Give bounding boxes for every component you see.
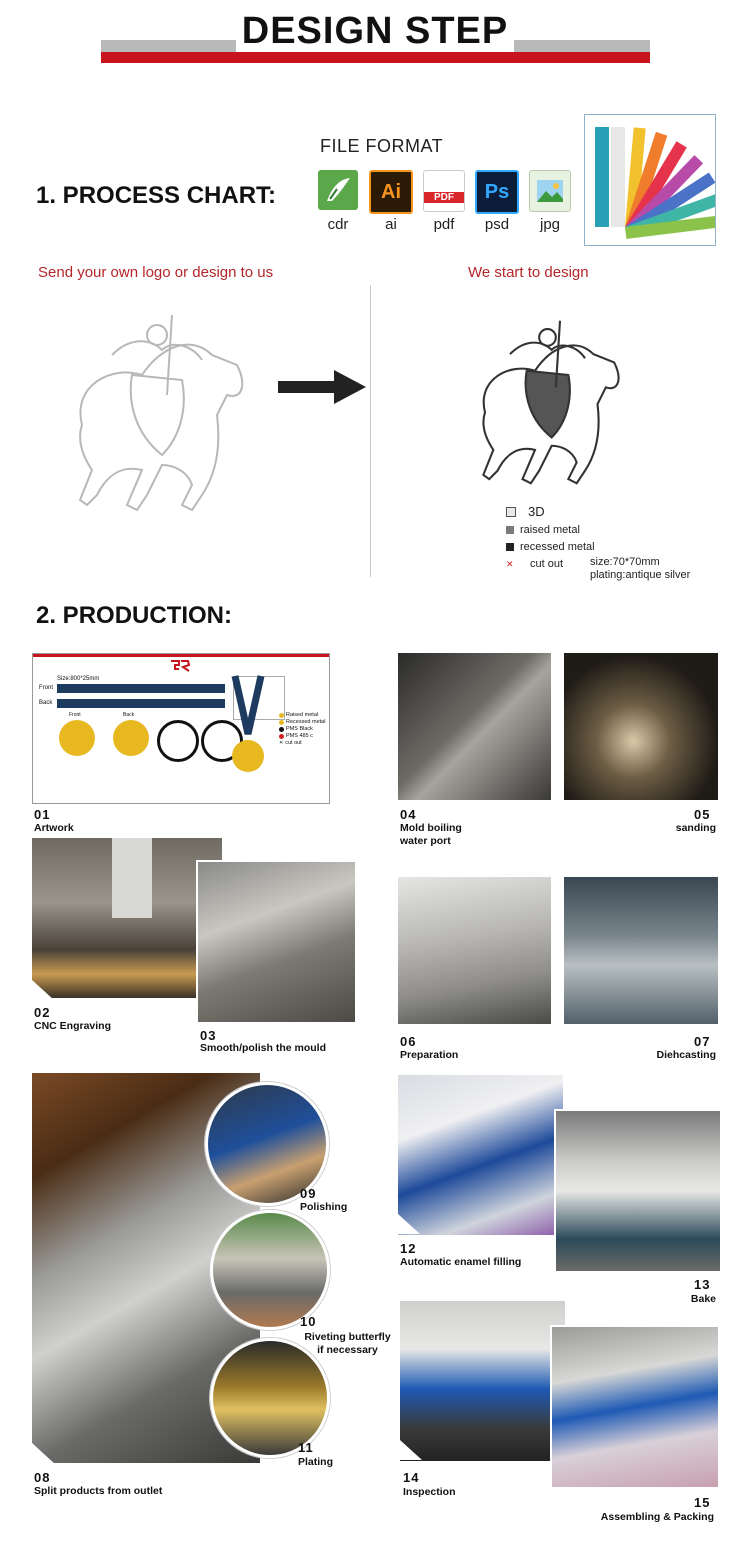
legend-label: PMS 485 c bbox=[286, 733, 313, 739]
format-label: pdf bbox=[433, 216, 455, 233]
step-label: Mold boiling water port bbox=[400, 822, 462, 847]
legend-row bbox=[506, 558, 595, 570]
ribbon-back bbox=[57, 699, 225, 708]
legend-swatch bbox=[279, 720, 284, 725]
step-number: 09 bbox=[300, 1186, 317, 1201]
artwork-top-bar bbox=[33, 654, 329, 657]
artwork-size-label: Size:800*25mm bbox=[57, 676, 100, 682]
step-label: Polishing bbox=[300, 1201, 348, 1213]
artwork-legend-row bbox=[279, 726, 325, 732]
step-number: 02 bbox=[34, 1005, 51, 1020]
ribbon-front bbox=[57, 684, 225, 693]
arrow-right-icon bbox=[278, 370, 366, 409]
photo-corner-cut bbox=[400, 1440, 422, 1460]
file-format-labels bbox=[313, 216, 575, 233]
medal-ribbon-drawing bbox=[231, 674, 265, 774]
legend-label: Raised metal bbox=[286, 712, 319, 718]
artwork-legend-row bbox=[279, 740, 325, 746]
step-number: 08 bbox=[34, 1470, 51, 1485]
step-number: 10 bbox=[300, 1314, 317, 1329]
photoshop-icon: Ps bbox=[475, 170, 519, 214]
legend-swatch bbox=[279, 727, 284, 732]
photo-corner-cut bbox=[32, 980, 54, 1000]
legend-label: cut out bbox=[285, 740, 302, 746]
legend-swatch bbox=[506, 543, 514, 551]
design-specs bbox=[590, 556, 690, 582]
pantone-swatch-image bbox=[584, 114, 716, 246]
pdf-icon bbox=[423, 170, 465, 212]
jpg-image-icon bbox=[529, 170, 571, 212]
medal-gold-front bbox=[59, 720, 95, 756]
format-label: cdr bbox=[327, 216, 349, 233]
diecasting-photo bbox=[564, 877, 718, 1024]
step-number: 07 bbox=[694, 1034, 711, 1049]
medal-front-label: Front bbox=[69, 712, 81, 718]
mold-boiling-photo bbox=[398, 653, 551, 800]
inspection-photo bbox=[400, 1301, 565, 1461]
photo-corner-cut bbox=[32, 1443, 56, 1465]
step-number: 05 bbox=[694, 807, 711, 822]
cnc-spindle bbox=[112, 838, 152, 918]
send-design-caption: Send your own logo or design to us bbox=[38, 264, 274, 281]
step-label: Bake bbox=[690, 1293, 716, 1305]
file-format-label: FILE FORMAT bbox=[320, 136, 444, 156]
start-design-caption: We start to design bbox=[468, 264, 589, 281]
step-label: Preparation bbox=[400, 1049, 459, 1061]
artwork-sheet bbox=[32, 653, 330, 804]
format-label: ai bbox=[385, 216, 397, 233]
sanding-photo bbox=[564, 653, 718, 800]
legend-row bbox=[506, 504, 595, 519]
legend-label: raised metal bbox=[520, 524, 580, 536]
step-number: 14 bbox=[403, 1470, 420, 1485]
step-label: sanding bbox=[675, 822, 716, 834]
design-legend bbox=[506, 504, 595, 570]
legend-row bbox=[506, 524, 595, 536]
photo-corner-cut bbox=[398, 1214, 420, 1234]
legend-label: cut out bbox=[530, 558, 564, 570]
legend-label: PMS Black bbox=[286, 726, 313, 732]
legend-label: 3D bbox=[528, 504, 545, 519]
step-label: CNC Engraving bbox=[34, 1020, 112, 1032]
designed-logo-drawing bbox=[460, 312, 635, 492]
artwork-legend-row bbox=[279, 712, 325, 718]
legend-label: Recessed metal bbox=[286, 719, 326, 725]
plating-text: plating:antique silver bbox=[590, 569, 691, 581]
medal-black-front bbox=[157, 720, 199, 762]
step-number: 15 bbox=[694, 1495, 711, 1510]
cut-out-icon: ✕ bbox=[279, 740, 284, 746]
size-text: size:70*70mm bbox=[590, 556, 660, 568]
legend-label: recessed metal bbox=[520, 541, 595, 553]
legend-swatch bbox=[506, 526, 514, 534]
step-label: Diehcasting bbox=[656, 1049, 716, 1061]
file-format-icons bbox=[318, 170, 570, 214]
legend-row bbox=[506, 541, 595, 553]
artwork-front-label: Front bbox=[39, 685, 54, 691]
pdf-icon-label: PDF bbox=[424, 192, 464, 203]
step-number: 12 bbox=[400, 1241, 417, 1256]
artwork-legend bbox=[279, 712, 325, 746]
step-number: 04 bbox=[400, 807, 417, 822]
illustrator-icon: Ai bbox=[369, 170, 413, 214]
legend-swatch bbox=[279, 713, 284, 718]
step-label: Riveting butterfly if necessary bbox=[304, 1331, 391, 1356]
coreldraw-icon bbox=[318, 170, 358, 210]
step-number: 01 bbox=[34, 807, 51, 822]
legend-swatch bbox=[506, 507, 516, 517]
customer-logo-sketch bbox=[52, 305, 262, 520]
format-label: jpg bbox=[539, 216, 561, 233]
production-title: 2. PRODUCTION: bbox=[36, 602, 233, 629]
riveting-photo bbox=[210, 1210, 330, 1330]
step-label: Smooth/polish the mould bbox=[200, 1042, 326, 1054]
step-label: Assembling & Packing bbox=[600, 1511, 714, 1523]
step-label: Artwork bbox=[34, 822, 74, 834]
legend-swatch bbox=[279, 734, 284, 739]
artwork-legend-row bbox=[279, 719, 325, 725]
step-number: 03 bbox=[200, 1028, 217, 1043]
bake-photo bbox=[554, 1109, 722, 1273]
medal-gold-back bbox=[113, 720, 149, 756]
cnc-engraving-photo bbox=[32, 838, 222, 998]
enamel-filling-photo bbox=[398, 1075, 563, 1235]
step-label: Split products from outlet bbox=[34, 1485, 163, 1497]
assembling-packing-photo bbox=[550, 1325, 720, 1489]
header-red-bar bbox=[101, 52, 650, 63]
step-label: Plating bbox=[298, 1456, 334, 1468]
step-number: 06 bbox=[400, 1034, 417, 1049]
polish-mould-photo bbox=[196, 860, 357, 1024]
artwork-back-label: Back bbox=[39, 700, 53, 706]
step-label: Automatic enamel filling bbox=[400, 1256, 522, 1268]
preparation-photo bbox=[398, 877, 551, 1024]
cut-out-icon: ✕ bbox=[506, 558, 514, 569]
artwork-logo bbox=[169, 659, 191, 676]
artwork-legend-row bbox=[279, 733, 325, 739]
medal-back-label: Back bbox=[123, 712, 135, 718]
divider-line bbox=[370, 285, 371, 577]
step-number: 11 bbox=[298, 1440, 314, 1455]
process-chart-title: 1. PROCESS CHART: bbox=[36, 182, 277, 209]
step-label: Inspection bbox=[403, 1486, 456, 1498]
step-number: 13 bbox=[694, 1277, 711, 1292]
format-label: psd bbox=[484, 216, 510, 233]
page-title: DESIGN STEP bbox=[0, 10, 750, 53]
